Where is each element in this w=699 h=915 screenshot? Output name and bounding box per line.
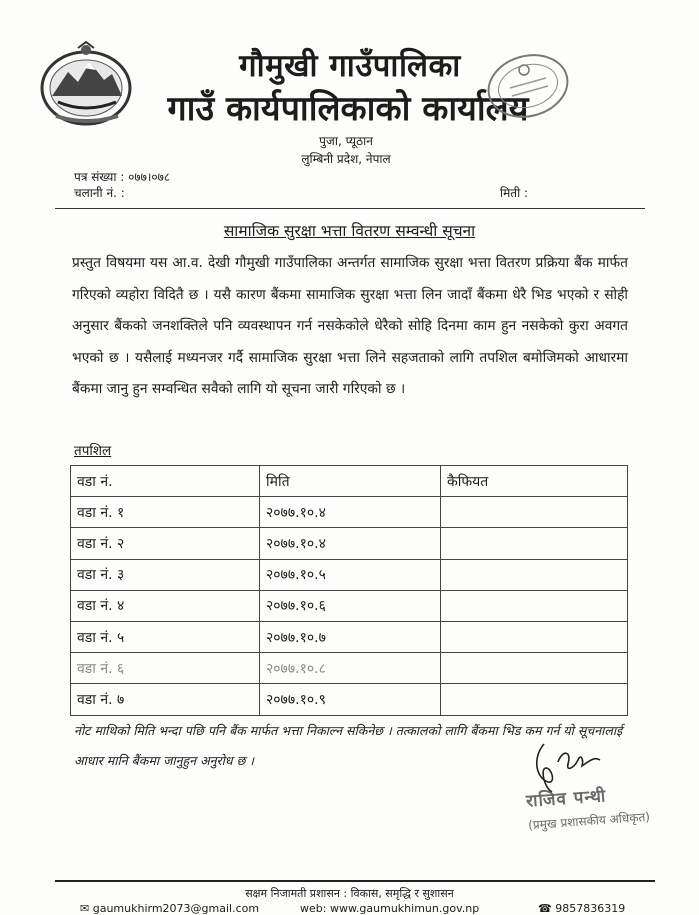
nepal-emblem-logo [38, 40, 134, 126]
dispatch-number: चलानी नं. : [74, 186, 125, 200]
ward-cell: वडा नं. ५ [71, 621, 260, 652]
municipality-name: गौमुखी गाउँपालिका [239, 48, 461, 84]
header-divider [55, 208, 645, 209]
date-cell: २०७७.१०.८ [260, 653, 441, 684]
table-row [71, 684, 628, 715]
remark-cell [441, 559, 628, 590]
phone-icon: ☎ [538, 902, 556, 915]
office-seal-stamp [480, 48, 576, 124]
date-cell: २०७७.१०.५ [260, 559, 441, 590]
remark-cell [441, 590, 628, 621]
header-date: मिति [260, 466, 441, 497]
date-cell: २०७७.१०.४ [260, 528, 441, 559]
footer-divider [55, 880, 655, 882]
email-text: gaumukhirm2073@gmail.com [92, 902, 260, 915]
email-icon: ✉ [80, 902, 93, 915]
address-line-1: पुजा, प्यूठान [319, 134, 373, 148]
table-header-row [71, 466, 628, 497]
notice-subject: सामाजिक सुरक्षा भत्ता वितरण सम्वन्धी सूचना [223, 222, 476, 240]
footer-phone [538, 902, 625, 915]
schedule-label: तपशिल [74, 443, 112, 459]
table-row [71, 653, 628, 684]
remark-cell [441, 528, 628, 559]
table-row [71, 528, 628, 559]
header-remarks: कैफियत [441, 466, 628, 497]
remark-cell [441, 653, 628, 684]
ward-cell: वडा नं. ७ [71, 684, 260, 715]
ward-cell: वडा नं. ४ [71, 590, 260, 621]
date-label: मिती : [500, 186, 529, 200]
ward-cell: वडा नं. ३ [71, 559, 260, 590]
date-cell: २०७७.१०.४ [260, 497, 441, 528]
table-row [71, 590, 628, 621]
ward-cell: वडा नं. १ [71, 497, 260, 528]
ward-cell: वडा नं. २ [71, 528, 260, 559]
date-cell: २०७७.१०.९ [260, 684, 441, 715]
date-cell: २०७७.१०.६ [260, 590, 441, 621]
table-row [71, 497, 628, 528]
footnote: नोट माथिको मिति भन्दा पछि पनि बैंक मार्फत भत्ता निकाल्न सकिनेछ । तत्कालको लागि बैंकमा भिड कम गर्न यो सूचनालाई आधार मानि बैंकमा जानुहुन अनुरोध छ । [74, 723, 623, 768]
remark-cell [441, 684, 628, 715]
office-name: गाउँ कार्यपालिकाको कार्यालय [167, 89, 529, 129]
footer-slogan: सक्षम निजामती प्रशासन : विकास, समृद्धि र सुशासन [245, 887, 454, 900]
ward-cell: वडा नं. ६ [71, 653, 260, 684]
address-line-2: लुम्बिनी प्रदेश, नेपाल [301, 152, 391, 166]
letter-number: पत्र संख्या : ०७७।०७८ [74, 170, 171, 184]
date-cell: २०७७.१०.७ [260, 621, 441, 652]
header-ward: वडा नं. [71, 466, 260, 497]
table-row [71, 559, 628, 590]
remark-cell [441, 497, 628, 528]
remark-cell [441, 621, 628, 652]
table-row [71, 621, 628, 652]
footer-website: web: www.gaumukhimun.gov.np [300, 902, 480, 915]
notice-body: प्रस्तुत विषयमा यस आ.व. देखी गौमुखी गाउँपालिका अन्तर्गत सामाजिक सुरक्षा भत्ता वितरण प्रक्रिया बैंक मार्फत गरिएको व्यहोरा विदितै छ । यसै कारण बैंकमा सामाजिक सुरक्षा भत्ता लिन जादाँ बैंकमा धेरै भिड भएको र सोही अनुसार बैंकको जनशक्तिले पनि व्यवस्थापन गर्न नसकेकोले धेरैको सोहि दिनमा काम हुन नसकेको कुरा अवगत भएको छ । यसैलाई मध्यनजर गर्दै सामाजिक सुरक्षा भत्ता लिने सहजताको लागि तपशिल बमोजिमको आधारमा बैंकमा जानु हुन सम्वन्धित सवैको लागि यो सूचना जारी गरिएको छ । [72, 255, 628, 397]
signatory-name: राजिव पन्थी [525, 786, 607, 812]
footer-email [80, 902, 259, 915]
signatory-designation: (प्रमुख प्रशासकीय अधिकृत) [527, 809, 651, 833]
schedule-table [70, 465, 628, 716]
phone-text: 9857836319 [555, 902, 626, 915]
